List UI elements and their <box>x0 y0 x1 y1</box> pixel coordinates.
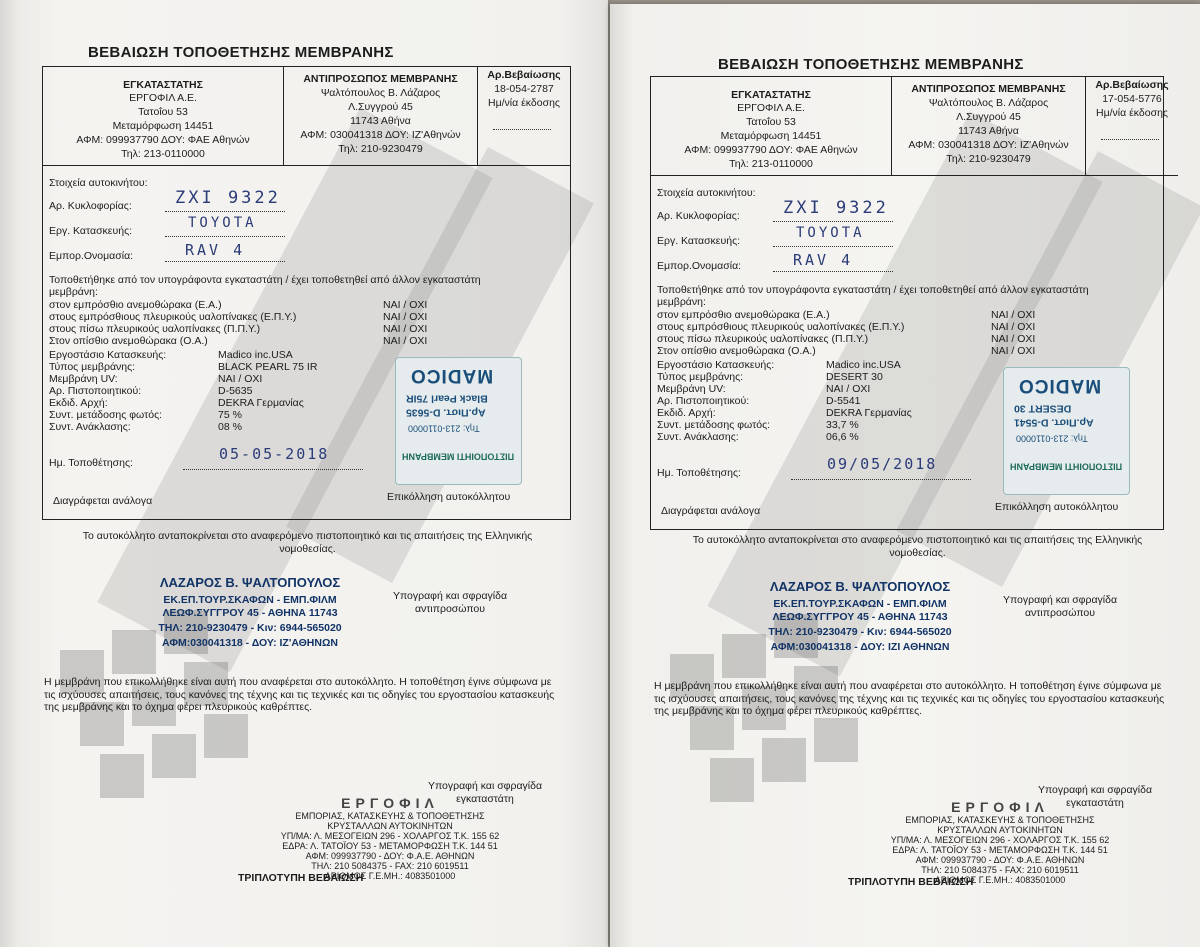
sticker-caption: Επικόλληση αυτοκόλλητου <box>995 501 1119 513</box>
spec-label: Εκδιδ. Αρχή: <box>657 407 716 419</box>
stamp-line: ΕΚ.ΕΠ.ΤΟΥΡ.ΣΚΑΦΩΝ - ΕΜΠ.ΦΙΛΜ <box>773 598 947 610</box>
spec-value: Madico inc.USA <box>826 359 901 371</box>
make-value: TOYOTA <box>188 215 257 231</box>
rep-line: ΑΦΜ: 030041318 ΔΟΥ: ΙΖ'Αθηνών <box>908 139 1069 151</box>
glass-value: ΝΑΙ / ΟΧΙ <box>383 299 428 311</box>
document-title: ΒΕΒΑΙΩΣΗ ΤΟΠΟΘΕΤΗΣΗΣ ΜΕΜΒΡΑΝΗΣ <box>718 56 1024 73</box>
plate-label: Αρ. Κυκλοφορίας: <box>49 200 132 212</box>
company-stamp-line: ΕΡΓΟΦΙΛ <box>951 799 1049 815</box>
cert-date-line <box>1101 139 1159 140</box>
rep-line: Τηλ: 210-9230479 <box>338 143 423 155</box>
glass-value: ΝΑΙ / ΟΧΙ <box>991 309 1036 321</box>
company-stamp-line: ΕΡΓΟΦΙΛ <box>341 795 439 811</box>
spec-label: Εργοστάσιο Κατασκευής: <box>657 359 775 371</box>
plate-value: ZXI 9322 <box>783 198 889 218</box>
glass-label: στους εμπρόσθιους πλευρικούς υαλοπίνακες (Ε.Π.Υ.) <box>49 311 297 323</box>
installer-line: Μεταμόρφωση 14451 <box>112 120 214 132</box>
spec-label: Συντ. μετάδοσης φωτός: <box>49 409 163 421</box>
company-stamp-line: ΕΜΠΟΡΙΑΣ, ΚΑΤΑΣΚΕΥΗΣ & ΤΟΠΟΘΕΤΗΣΗΣ <box>295 811 485 821</box>
company-stamp-line: ΚΡΥΣΤΑΛΛΩΝ ΑΥΤΟΚΙΝΗΤΩΝ <box>937 825 1063 835</box>
model-value: RAV 4 <box>793 251 854 269</box>
glass-value: ΝΑΙ / ΟΧΙ <box>383 335 428 347</box>
rep-line: Λ.Συγγρού 45 <box>956 111 1021 123</box>
model-label: Εμπορ.Ονομασία: <box>49 250 134 262</box>
stamp-line: ΛΕΩΦ.ΣΥΓΓΡΟΥ 45 - ΑΘΗΝΑ 11743 <box>772 611 948 623</box>
glass-value: ΝΑΙ / ΟΧΙ <box>991 321 1036 333</box>
sticker-line: Αρ.Πιστ. D-5635 <box>406 406 486 419</box>
plate-label: Αρ. Κυκλοφορίας: <box>657 210 740 222</box>
model-line <box>165 261 285 262</box>
glass-label: στους πίσω πλευρικούς υαλοπίνακες (Π.Π.Υ.) <box>657 333 869 345</box>
glass-value: ΝΑΙ / ΟΧΙ <box>991 333 1036 345</box>
rep-heading: ΑΝΤΙΠΡΟΣΩΠΟΣ ΜΕΜΒΡΑΝΗΣ <box>303 73 458 85</box>
glass-label: Στον οπίσθιο ανεμοθώρακα (Ο.Α.) <box>49 335 208 347</box>
stamp-line: ΛΑΖΑΡΟΣ Β. ΨΑΛΤΟΠΟΥΛΟΣ <box>769 579 951 594</box>
company-stamp-line: ΕΔΡΑ: Λ. ΤΑΤΟΪΟΥ 53 - ΜΕΤΑΜΟΡΦΩΣΗ Τ.Κ. 144 51 <box>892 845 1108 855</box>
rep-line: Ψαλτόπουλος Β. Λάζαρος <box>320 87 441 99</box>
installer-line: Μεταμόρφωση 14451 <box>720 130 822 142</box>
installer-line: Τηλ: 213-0110000 <box>121 148 205 160</box>
form-frame <box>650 76 1169 530</box>
sticker-line: ΠΙΣΤΟΠΟΙΗΤΙ ΜΕΜΒΡΑΝΗ <box>1010 461 1123 472</box>
installer-line: ΕΡΓΟΦΙΛ Α.Ε. <box>737 102 805 114</box>
install-date-value: 09/05/2018 <box>827 455 938 473</box>
company-stamp-line: ΕΔΡΑ: Λ. ΤΑΤΟΪΟΥ 53 - ΜΕΤΑΜΟΡΦΩΣΗ Τ.Κ. 144 51 <box>282 841 498 851</box>
rep-line: 11743 Αθήνα <box>350 115 411 127</box>
representative-stamp <box>120 574 380 658</box>
company-stamp-line: ΑΡΙΘΜΟΣ Γ.Ε.ΜΗ.: 4083501000 <box>324 871 456 881</box>
plate-line <box>773 221 893 222</box>
install-date-label: Ημ. Τοποθέτησης: <box>49 457 133 469</box>
install-date-label: Ημ. Τοποθέτησης: <box>657 467 741 479</box>
company-stamp-line: ΑΡΙΘΜΟΣ Γ.Ε.ΜΗ.: 4083501000 <box>934 875 1066 885</box>
company-stamp-line: ΑΦΜ: 099937790 - ΔΟΥ: Φ.Α.Ε. ΑΘΗΝΩΝ <box>305 851 475 861</box>
cert-heading: Αρ.Βεβαίωσης <box>487 69 561 81</box>
spec-label: Εκδιδ. Αρχή: <box>49 397 108 409</box>
sticker-line: Τηλ: 213-0110000 <box>408 423 480 434</box>
rep-signature-label: Υπογραφή και σφραγίδα αντιπροσώπου <box>392 590 508 615</box>
spec-value: DEKRA Γερμανίας <box>218 397 304 409</box>
install-date-line <box>791 479 971 480</box>
rep-heading: ΑΝΤΙΠΡΟΣΩΠΟΣ ΜΕΜΒΡΑΝΗΣ <box>911 83 1066 95</box>
sticker-brand: MADICO <box>410 365 494 386</box>
document-title: ΒΕΒΑΙΩΣΗ ΤΟΠΟΘΕΤΗΣΗΣ ΜΕΜΒΡΑΝΗΣ <box>88 44 394 61</box>
vehicle-heading: Στοιχεία αυτοκινήτου: <box>657 187 756 199</box>
footnote: Διαγράφεται ανάλογα <box>661 505 761 517</box>
cert-date-label: Ημ/νία έκδοσης <box>488 97 560 109</box>
stamp-line: ΤΗΛ: 210-9230479 - Κιν: 6944-565020 <box>768 626 952 638</box>
model-line <box>773 271 893 272</box>
spec-value: D-5541 <box>826 395 861 407</box>
rep-line: Τηλ: 210-9230479 <box>946 153 1031 165</box>
make-label: Εργ. Κατασκευής: <box>657 235 741 247</box>
rep-line: 11743 Αθήνα <box>958 125 1019 137</box>
madico-sticker <box>1003 367 1130 495</box>
spec-value: 06,6 % <box>826 431 859 443</box>
membrane-label: μεμβράνη: <box>657 296 706 308</box>
company-stamp-line: ΕΜΠΟΡΙΑΣ, ΚΑΤΑΣΚΕΥΗΣ & ΤΟΠΟΘΕΤΗΣΗΣ <box>905 815 1095 825</box>
installer-line: Τηλ: 213-0110000 <box>729 158 813 170</box>
company-stamp-line: ΥΠ/ΜΑ: Λ. ΜΕΣΟΓΕΙΩΝ 296 - ΧΟΛΑΡΓΟΣ Τ.Κ. 155 62 <box>280 831 500 841</box>
spec-label: Συντ. μετάδοσης φωτός: <box>657 419 771 431</box>
vehicle-heading: Στοιχεία αυτοκινήτου: <box>49 177 148 189</box>
spec-label: Αρ. Πιστοποιητικού: <box>657 395 750 407</box>
spec-value: BLACK PEARL 75 IR <box>218 361 318 373</box>
madico-sticker <box>395 357 522 485</box>
installer-line: Τατοΐου 53 <box>138 106 188 118</box>
fitted-text: Τοποθετήθηκε από τον υπογράφοντα εγκαταστάτη / έχει τοποθετηθεί από άλλον εγκαταστάτη <box>657 284 1089 296</box>
rep-line: Λ.Συγγρού 45 <box>348 101 413 113</box>
representative-stamp <box>730 578 990 662</box>
glass-value: ΝΑΙ / ΟΧΙ <box>383 323 428 335</box>
sticker-line: Black Pearl 75IR <box>406 392 488 405</box>
installer-signature-label: Υπογραφή και σφραγίδα εγκαταστάτη <box>1037 784 1153 809</box>
installer-heading: ΕΓΚΑΤΑΣΤΑΤΗΣ <box>123 79 203 91</box>
footnote: Διαγράφεται ανάλογα <box>53 495 153 507</box>
installer-heading: ΕΓΚΑΤΑΣΤΑΤΗΣ <box>731 89 811 101</box>
glass-label: στους εμπρόσθιους πλευρικούς υαλοπίνακες (Ε.Π.Υ.) <box>657 321 905 333</box>
install-date-line <box>183 469 363 470</box>
company-stamp-line: ΚΡΥΣΤΑΛΛΩΝ ΑΥΤΟΚΙΝΗΤΩΝ <box>327 821 453 831</box>
installation-statement: Η μεμβράνη που επικολλήθηκε είναι αυτή που αναφέρεται στο αυτοκόλλητο. Η τοποθέτηση έγινε σύμφωνα με τις ισχύουσες απαιτήσεις, τους κανόνες της τέχνης και τις τεχνικές και τις οδηγίες του εργοστασίου κατασκευής της μεμβράνης και το όχημα φέρει πλευρικούς καθρέπτες. <box>44 676 555 713</box>
sticker-brand: MADICO <box>1018 375 1102 396</box>
company-stamp-line: ΥΠ/ΜΑ: Λ. ΜΕΣΟΓΕΙΩΝ 296 - ΧΟΛΑΡΓΟΣ Τ.Κ. 155 62 <box>890 835 1110 845</box>
certificate-sheet-right <box>610 4 1200 947</box>
fitted-text: Τοποθετήθηκε από τον υπογράφοντα εγκαταστάτη / έχει τοποθετηθεί από άλλον εγκαταστάτη <box>49 274 481 286</box>
spec-value: DEKRA Γερμανίας <box>826 407 912 419</box>
glass-label: στους πίσω πλευρικούς υαλοπίνακες (Π.Π.Υ.) <box>49 323 261 335</box>
cert-number: 17-054-5776 <box>1102 93 1162 105</box>
install-date-value: 05-05-2018 <box>219 445 330 463</box>
glass-label: στον εμπρόσθιο ανεμοθώρακα (Ε.Α.) <box>657 309 830 321</box>
installer-line: ΑΦΜ: 099937790 ΔΟΥ: ΦΑΕ Αθηνών <box>76 134 250 146</box>
sticker-line: ΠΙΣΤΟΠΟΙΗΤΙ ΜΕΜΒΡΑΝΗ <box>402 451 515 462</box>
conformity-text: Το αυτοκόλλητο ανταποκρίνεται στο αναφερόμενο πιστοποιητικό και τις απαιτήσεις της Ελληνικής νομοθεσίας. <box>692 534 1143 559</box>
glass-label: Στον οπίσθιο ανεμοθώρακα (Ο.Α.) <box>657 345 816 357</box>
glass-label: στον εμπρόσθιο ανεμοθώρακα (Ε.Α.) <box>49 299 222 311</box>
rep-line: ΑΦΜ: 030041318 ΔΟΥ: ΙΖ'Αθηνών <box>300 129 461 141</box>
installer-line: Τατοΐου 53 <box>746 116 796 128</box>
spec-value: ΝΑΙ / ΟΧΙ <box>826 383 871 395</box>
model-value: RAV 4 <box>185 241 246 259</box>
stamp-line: ΕΚ.ΕΠ.ΤΟΥΡ.ΣΚΑΦΩΝ - ΕΜΠ.ΦΙΛΜ <box>163 594 337 606</box>
make-line <box>165 236 285 237</box>
conformity-text: Το αυτοκόλλητο ανταποκρίνεται στο αναφερόμενο πιστοποιητικό και τις απαιτήσεις της Ελληνικής νομοθεσίας. <box>82 530 533 555</box>
installer-signature-label: Υπογραφή και σφραγίδα εγκαταστάτη <box>427 780 543 805</box>
rep-line: Ψαλτόπουλος Β. Λάζαρος <box>928 97 1049 109</box>
stamp-line: ΑΦΜ:030041318 - ΔΟΥ: ΙΖΙ ΑΘΗΝΩΝ <box>770 641 950 653</box>
spec-value: D-5635 <box>218 385 253 397</box>
rep-signature-label: Υπογραφή και σφραγίδα αντιπροσώπου <box>1002 594 1118 619</box>
spec-value: 75 % <box>218 409 242 421</box>
installer-line: ΑΦΜ: 099937790 ΔΟΥ: ΦΑΕ Αθηνών <box>684 144 858 156</box>
triplicate-label: ΤΡΙΠΛΟΤΥΠΗ ΒΕΒΑΙΩΣΗ <box>848 876 974 888</box>
form-frame <box>42 66 571 520</box>
membrane-label: μεμβράνη: <box>49 286 98 298</box>
make-value: TOYOTA <box>796 225 865 241</box>
installation-statement: Η μεμβράνη που επικολλήθηκε είναι αυτή που αναφέρεται στο αυτοκόλλητο. Η τοποθέτηση έγινε σύμφωνα με τις ισχύουσες απαιτήσεις, τους κανόνες της τέχνης και τις τεχνικές και τις οδηγίες του εργοστασίου κατασκευής της μεμβράνης και το όχημα φέρει πλευρικούς καθρέπτες. <box>654 680 1165 717</box>
sticker-line: Τηλ: 213-0110000 <box>1016 433 1088 444</box>
spec-value: Madico inc.USA <box>218 349 293 361</box>
cert-date-label: Ημ/νία έκδοσης <box>1096 107 1168 119</box>
sticker-line: DESERT 30 <box>1014 402 1072 415</box>
make-line <box>773 246 893 247</box>
stamp-line: ΛΑΖΑΡΟΣ Β. ΨΑΛΤΟΠΟΥΛΟΣ <box>159 575 341 590</box>
cert-number: 18-054-2787 <box>494 83 554 95</box>
company-stamp-line: ΑΦΜ: 099937790 - ΔΟΥ: Φ.Α.Ε. ΑΘΗΝΩΝ <box>915 855 1085 865</box>
installer-line: ΕΡΓΟΦΙΛ Α.Ε. <box>129 92 197 104</box>
company-stamp-line: ΤΗΛ: 210 5084375 - FAX: 210 6019511 <box>311 861 469 871</box>
spec-value: ΝΑΙ / ΟΧΙ <box>218 373 263 385</box>
spec-value: 08 % <box>218 421 242 433</box>
spec-label: Τύπος μεμβράνης: <box>657 371 744 383</box>
stamp-line: ΛΕΩΦ.ΣΥΓΓΡΟΥ 45 - ΑΘΗΝΑ 11743 <box>162 607 338 619</box>
plate-value: ZXI 9322 <box>175 188 281 208</box>
glass-value: ΝΑΙ / ΟΧΙ <box>991 345 1036 357</box>
sticker-caption: Επικόλληση αυτοκόλλητου <box>387 491 511 503</box>
spec-label: Συντ. Ανάκλασης: <box>657 431 739 443</box>
spec-label: Συντ. Ανάκλασης: <box>49 421 131 433</box>
model-label: Εμπορ.Ονομασία: <box>657 260 742 272</box>
spec-label: Αρ. Πιστοποιητικού: <box>49 385 142 397</box>
triplicate-label: ΤΡΙΠΛΟΤΥΠΗ ΒΕΒΑΙΩΣΗ <box>238 872 364 884</box>
sticker-line: Αρ.Πιστ. D-5541 <box>1014 416 1094 429</box>
plate-line <box>165 211 285 212</box>
cert-date-line <box>493 129 551 130</box>
spec-value: 33,7 % <box>826 419 859 431</box>
stamp-line: ΑΦΜ:030041318 - ΔΟΥ: ΙΖ'ΑΘΗΝΩΝ <box>162 637 338 649</box>
company-stamp-line: ΤΗΛ: 210 5084375 - FAX: 210 6019511 <box>921 865 1079 875</box>
spec-value: DESERT 30 <box>826 371 883 383</box>
spec-label: Τύπος μεμβράνης: <box>49 361 136 373</box>
spec-label: Μεμβράνη UV: <box>49 373 118 385</box>
stamp-line: ΤΗΛ: 210-9230479 - Κιν: 6944-565020 <box>158 622 342 634</box>
cert-heading: Αρ.Βεβαίωσης <box>1095 79 1169 91</box>
make-label: Εργ. Κατασκευής: <box>49 225 133 237</box>
spec-label: Μεμβράνη UV: <box>657 383 726 395</box>
spec-label: Εργοστάσιο Κατασκευής: <box>49 349 167 361</box>
glass-value: ΝΑΙ / ΟΧΙ <box>383 311 428 323</box>
